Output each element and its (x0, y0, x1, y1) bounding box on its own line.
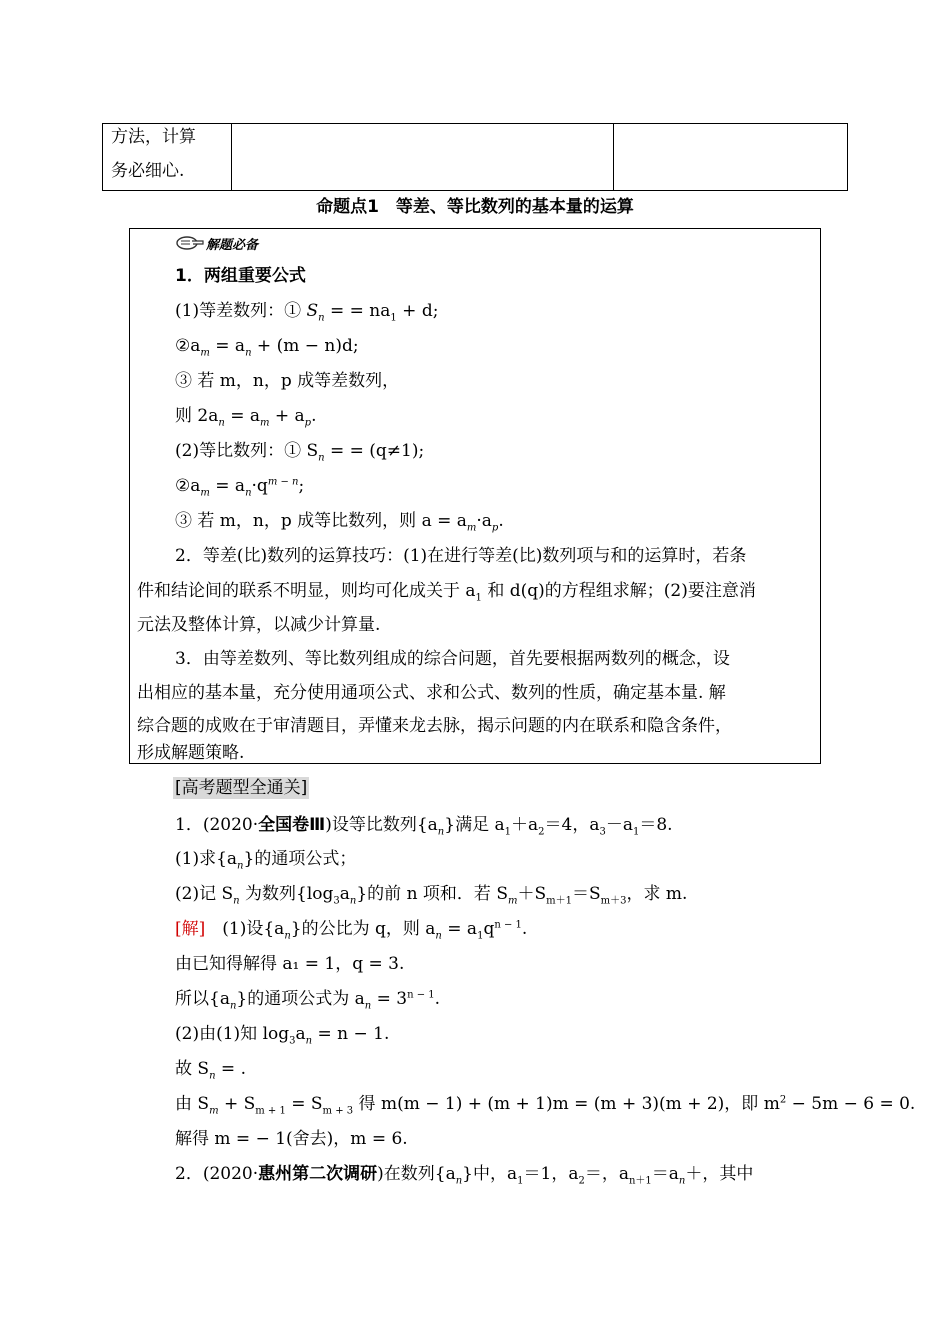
solution-line: 由 $S_m + S_{m + 1} = S_{m + 3}$ 得 m(m − 1) + (m + 1)m = (m + 3)(m + 2)，即 $m^2 - 5m - 6 = 0$. (175, 1094, 916, 1117)
question-part: (1)求$\{a_n\}$的通项公式； (175, 849, 357, 872)
paragraph-line: 元法及整体计算，以减少计算量. (137, 615, 381, 635)
formula-line: 则 $2a_n = a_m + a_p$. (175, 406, 317, 429)
solution-line: [解] (1)设$\{a_n\}$的公比为 q，则 $a_n = a_1q^{n - 1}$. (175, 919, 528, 942)
table-cell-text: 方法，计算 (111, 127, 196, 147)
question-part: (2)记 $S_n$ 为数列$\{\log_3a_n\}$的前 n 项和．若 $S_m+S_{m+1}=S_{m+3}$，求 m. (175, 884, 688, 907)
formula-line: ③ 若 m，n，p 成等比数列，则 $a = a_m\cdot a_p$. (175, 511, 504, 534)
solution-line: (2)由(1)知 $\log_3a_n = n - 1$. (175, 1024, 390, 1047)
table-divider (231, 124, 232, 190)
question-stem: 2．(2020·惠州第二次调研)在数列$\{a_n\}$中，$a_1=1$，$a_2=$，$a_{n+1}=a_n+$，其中 (175, 1164, 754, 1187)
solution-line: 所以$\{a_n\}$的通项公式为 $a_n = 3^{n - 1}$. (175, 989, 441, 1012)
formula-line: ③ 若 m，n，p 成等差数列， (175, 371, 400, 391)
solution-line: 由已知得解得 a₁ = 1，q = 3. (175, 954, 405, 974)
formula-line: (1)等差数列：① $S_n$ = = $na_1 + d$; (175, 301, 439, 324)
solution-line: 故 $S_n$ = . (175, 1059, 246, 1082)
pointing-hand-icon (176, 235, 204, 251)
question-stem: 1．(2020·全国卷Ⅲ)设等比数列$\{a_n\}$满足 $a_1+a_2=4$，$a_3-a_1=8$. (175, 815, 673, 838)
paragraph-line: 2．等差(比)数列的运算技巧：(1)在进行等差(比)数列项与和的运算时，若条 (175, 546, 747, 566)
paragraph-line: 出相应的基本量，充分使用通项公式、求和公式、数列的性质，确定基本量. 解 (137, 683, 726, 703)
table-divider (613, 124, 614, 190)
solution-label: [解] (175, 919, 206, 939)
paragraph-line: 件和结论间的联系不明显，则均可化成关于 $a_1$ 和 d(q)的方程组求解；(2)要注意消 (137, 581, 756, 604)
formula-line: $②a_m = a_n\cdot q^{m - n}$; (175, 476, 305, 499)
paragraph-line: 3．由等差数列、等比数列组成的综合问题，首先要根据两数列的概念，设 (175, 649, 730, 669)
formula-line: $②a_m = a_n + (m - n)d$; (175, 336, 359, 359)
gaokao-label: [高考题型全通关] (175, 778, 308, 798)
tag-label: 解题必备 (206, 238, 259, 253)
paragraph-line: 形成解题策略. (137, 743, 245, 763)
heading-formulas: 1．两组重要公式 (175, 266, 306, 286)
paragraph-line: 综合题的成败在于审清题目，弄懂来龙去脉，揭示问题的内在联系和隐含条件， (137, 716, 732, 736)
formula-line: (2)等比数列：① $S_n$ = = (q≠1); (175, 441, 425, 464)
top-table (102, 123, 848, 191)
table-cell-text: 务必细心. (111, 161, 185, 181)
section-title: 命题点1 等差、等比数列的基本量的运算 (316, 197, 634, 217)
solution-line: 解得 m = − 1(舍去)，m = 6. (175, 1129, 408, 1149)
